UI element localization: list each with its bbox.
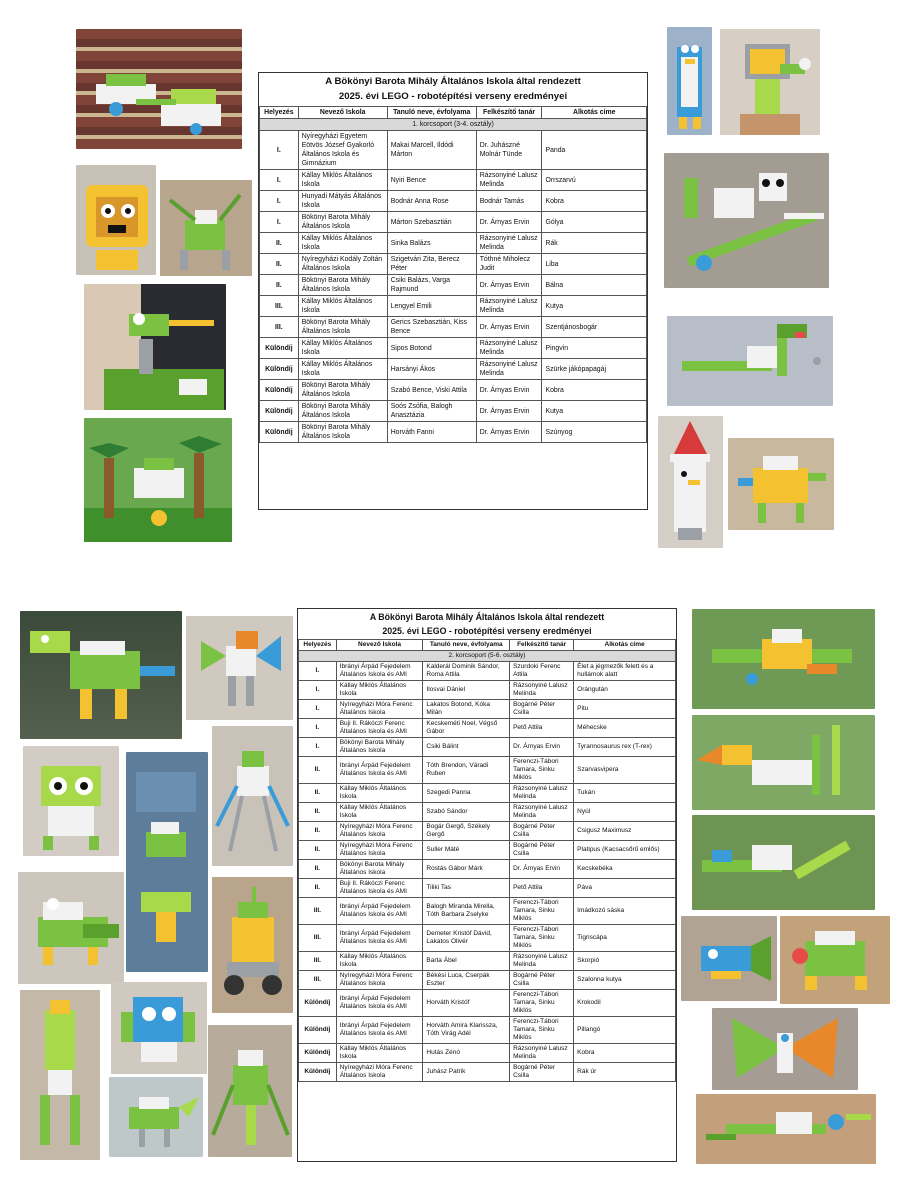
cell-placement: II.	[299, 822, 337, 841]
cell-teacher: Bogárné Péter Csilla	[510, 1063, 574, 1082]
cell-student: Csiki Bálint	[423, 738, 510, 757]
photo-lego-turtle	[780, 916, 890, 1004]
photo-lego-crab	[696, 1094, 876, 1164]
cell-placement: III.	[299, 925, 337, 952]
table-row	[260, 380, 647, 401]
cell-placement: I.	[299, 719, 337, 738]
cell-placement: Különdíj	[260, 422, 299, 443]
header-teacher: Felkészítő tanár	[510, 640, 574, 651]
cell-work-title: Liba	[542, 254, 647, 275]
cell-placement: I.	[260, 191, 299, 212]
cell-school: Kállay Miklós Általános Iskola	[298, 359, 387, 380]
header-work-title: Alkotás címe	[542, 107, 647, 119]
cell-work-title: Gólya	[542, 212, 647, 233]
results-table-group-2	[297, 608, 677, 1162]
cell-school: Kállay Miklós Általános Iskola	[336, 952, 423, 971]
cell-teacher: Rázsonyiné Lalusz Melinda	[510, 784, 574, 803]
table-row	[260, 338, 647, 359]
cell-placement: III.	[260, 296, 299, 317]
cell-student: Békési Luca, Cserpák Eszter	[423, 971, 510, 990]
cell-work-title: Pillangó	[574, 1017, 676, 1044]
table-row	[299, 925, 676, 952]
cell-work-title: Kobra	[542, 380, 647, 401]
cell-school: Bökönyi Barota Mihály Általános Iskola	[298, 401, 387, 422]
table-row	[299, 1044, 676, 1063]
cell-placement: II.	[299, 860, 337, 879]
cell-teacher: Dr. Árnyas Ervin	[476, 275, 542, 296]
cell-student: Szabó Sándor	[423, 803, 510, 822]
results-table-group-1	[258, 72, 648, 510]
cell-placement: III.	[260, 317, 299, 338]
cell-teacher: Dr. Árnyas Ervin	[510, 860, 574, 879]
table-row	[299, 952, 676, 971]
cell-student: Ilosvai Dániel	[423, 681, 510, 700]
cell-teacher: Ferenczi-Tábori Tamara, Sinku Miklós	[510, 1017, 574, 1044]
photo-lego-penguin	[667, 27, 712, 135]
cell-work-title: Nyúl	[574, 803, 676, 822]
cell-placement: I.	[299, 700, 337, 719]
photo-lego-fish	[681, 916, 777, 1001]
cell-work-title: Élet a jégmezők felett és a hullámok alatt	[574, 662, 676, 681]
cell-teacher: Dr. Árnyas Ervin	[476, 212, 542, 233]
cell-teacher: Bogárné Péter Csilla	[510, 841, 574, 860]
cell-school: Nyíregyházi Egyetem Eötvös József Gyakorló Általános Iskola és Gimnázium	[298, 131, 387, 170]
cell-school: Bökönyi Barota Mihály Általános Iskola	[298, 380, 387, 401]
cell-work-title: Szalonna kutya	[574, 971, 676, 990]
photo-lego-dragon-held	[20, 611, 182, 739]
cell-teacher: Bodnár Tamás	[476, 191, 542, 212]
cell-work-title: Szúnyog	[542, 422, 647, 443]
photo-lego-snake-viper	[692, 815, 875, 910]
photo-lego-green-insect	[160, 180, 252, 276]
table-row	[260, 317, 647, 338]
cell-school: Bökönyi Barota Mihály Általános Iskola	[298, 275, 387, 296]
photo-lego-parrot-in-hand	[720, 29, 820, 135]
cell-teacher: Ferenczi-Tábori Tamara, Sinku Miklós	[510, 757, 574, 784]
photo-lego-tall-robot	[20, 990, 100, 1160]
cell-work-title: Imádkozó sáska	[574, 898, 676, 925]
cell-school: Ibrányi Árpád Fejedelem Általános Iskola és AMI	[336, 1017, 423, 1044]
cell-placement: II.	[299, 879, 337, 898]
photo-lego-airplane-bird	[692, 609, 875, 709]
photo-lego-christmas-figure	[658, 416, 723, 548]
cell-work-title: Bálna	[542, 275, 647, 296]
cell-teacher: Dr. Árnyas Ervin	[476, 401, 542, 422]
cell-teacher: Ferenczi-Tábori Tamara, Sinku Miklós	[510, 898, 574, 925]
cell-student: Csiki Balázs, Varga Rajmund	[387, 275, 476, 296]
table-row	[299, 990, 676, 1017]
cell-teacher: Rázsonyiné Lalusz Melinda	[476, 296, 542, 317]
cell-school: Bökönyi Barota Mihály Általános Iskola	[298, 317, 387, 338]
cell-placement: Különdíj	[260, 401, 299, 422]
photo-lego-green-bird	[109, 1077, 203, 1157]
cell-school: Ibrányi Árpád Fejedelem Általános Iskola és AMI	[336, 662, 423, 681]
cell-work-title: Orrszarvú	[542, 170, 647, 191]
cell-student: Gerics Szebasztián, Kiss Bence	[387, 317, 476, 338]
table-row	[260, 401, 647, 422]
cell-student: Sinka Balázs	[387, 233, 476, 254]
cell-school: Ibrányi Árpád Fejedelem Általános Iskola és AMI	[336, 990, 423, 1017]
cell-placement: III.	[299, 952, 337, 971]
cell-teacher: Szurdoki Ferenc Attila	[510, 662, 574, 681]
photo-lego-panda-robot	[664, 153, 829, 288]
cell-work-title: Tyrannosaurus rex (T-rex)	[574, 738, 676, 757]
cell-placement: Különdíj	[299, 990, 337, 1017]
photo-lego-bird-held-by-child	[84, 284, 226, 410]
cell-student: Horváth Fanni	[387, 422, 476, 443]
cell-student: Kalderál Dominik Sándor, Roma Attila	[423, 662, 510, 681]
cell-teacher: Rázsonyiné Lalusz Melinda	[476, 170, 542, 191]
cell-placement: III.	[299, 971, 337, 990]
photo-lego-toucan	[692, 715, 875, 810]
cell-work-title: Szentjánosbogár	[542, 317, 647, 338]
cell-work-title: Orángután	[574, 681, 676, 700]
cell-placement: Különdíj	[299, 1044, 337, 1063]
header-student: Tanuló neve, évfolyama	[423, 640, 510, 651]
cell-work-title: Méhecske	[574, 719, 676, 738]
table-row	[299, 803, 676, 822]
cell-student: Harsányi Ákos	[387, 359, 476, 380]
header-student: Tanuló neve, évfolyama	[387, 107, 476, 119]
cell-work-title: Krokodil	[574, 990, 676, 1017]
cell-school: Nyíregyházi Kodály Zoltán Általános Iskola	[298, 254, 387, 275]
cell-work-title: Kutya	[542, 401, 647, 422]
cell-school: Nyíregyházi Móra Ferenc Általános Iskola	[336, 971, 423, 990]
cell-school: Hunyadi Mátyás Általános Iskola	[298, 191, 387, 212]
table-row	[260, 359, 647, 380]
table-row	[299, 971, 676, 990]
cell-student: Tiliki Tas	[423, 879, 510, 898]
cell-placement: Különdíj	[299, 1063, 337, 1082]
cell-student: Márton Szebasztián	[387, 212, 476, 233]
cell-school: Kállay Miklós Általános Iskola	[336, 803, 423, 822]
cell-student: Soós Zsófia, Balogh Anasztázia	[387, 401, 476, 422]
cell-school: Ibrányi Árpád Fejedelem Általános Iskola és AMI	[336, 757, 423, 784]
cell-teacher: Rázsonyiné Lalusz Melinda	[476, 359, 542, 380]
age-group-label: 2. korcsoport (5-6. osztály)	[299, 651, 676, 662]
cell-placement: I.	[299, 681, 337, 700]
cell-teacher: Rázsonyiné Lalusz Melinda	[510, 1044, 574, 1063]
photo-lego-lion-head	[76, 165, 156, 275]
cell-placement: I.	[260, 212, 299, 233]
cell-school: Nyíregyházi Móra Ferenc Általános Iskola	[336, 700, 423, 719]
cell-work-title: Csigusz Maximusz	[574, 822, 676, 841]
cell-school: Kállay Miklós Általános Iskola	[336, 1044, 423, 1063]
cell-school: Nyíregyházi Móra Ferenc Általános Iskola	[336, 841, 423, 860]
cell-teacher: Dr. Árnyas Ervin	[476, 317, 542, 338]
age-group-label: 1. korcsoport (3-4. osztály)	[260, 119, 647, 131]
photo-lego-insect-walker	[208, 1025, 292, 1157]
cell-school: Bökönyi Barota Mihály Általános Iskola	[298, 212, 387, 233]
cell-placement: I.	[299, 662, 337, 681]
cell-school: Ibrányi Árpád Fejedelem Általános Iskola és AMI	[336, 925, 423, 952]
cell-teacher: Bogárné Péter Csilla	[510, 700, 574, 719]
header-placement: Helyezés	[260, 107, 299, 119]
cell-school: Buji II. Rákóczi Ferenc Általános Iskola és AMI	[336, 879, 423, 898]
photo-lego-sloth	[111, 982, 207, 1074]
cell-school: Bökönyi Barota Mihály Általános Iskola	[336, 860, 423, 879]
cell-work-title: Tigriscápa	[574, 925, 676, 952]
table-body	[299, 662, 676, 1082]
cell-teacher: Dr. Juhászné Molnár Tünde	[476, 131, 542, 170]
photo-lego-scene-blue-table	[126, 752, 208, 972]
table-row	[299, 757, 676, 784]
cell-placement: Különdíj	[299, 1017, 337, 1044]
cell-teacher: Ferenczi-Tábori Tamara, Sinku Miklós	[510, 990, 574, 1017]
photo-lego-robot-face	[23, 746, 119, 856]
cell-teacher: Bogárné Péter Csilla	[510, 971, 574, 990]
photo-lego-wheeled-robot	[212, 877, 293, 1013]
cell-school: Kállay Miklós Általános Iskola	[298, 170, 387, 191]
cell-student: Nyiri Bence	[387, 170, 476, 191]
table-title-line1: A Bökönyi Barota Mihály Általános Iskola által rendezett	[325, 76, 581, 87]
table-row	[299, 841, 676, 860]
cell-student: Demeter Kristóf Dávid, Lakatos Olivér	[423, 925, 510, 952]
cell-school: Kállay Miklós Általános Iskola	[298, 233, 387, 254]
photo-lego-palm-scene	[84, 418, 232, 542]
cell-work-title: Kobra	[574, 1044, 676, 1063]
photo-lego-crocodile	[18, 872, 124, 984]
cell-student: Sipos Botond	[387, 338, 476, 359]
cell-placement: Különdíj	[260, 380, 299, 401]
photo-lego-yellow-creature	[728, 438, 834, 530]
cell-student: Lakatos Botond, Kóka Milán	[423, 700, 510, 719]
table-row	[260, 422, 647, 443]
table-title-line2: 2025. évi LEGO - robotépítési verseny eredményei	[338, 91, 568, 102]
cell-teacher: Rázsonyiné Lalusz Melinda	[476, 233, 542, 254]
cell-work-title: Panda	[542, 131, 647, 170]
table-row	[299, 700, 676, 719]
cell-school: Kállay Miklós Általános Iskola	[298, 296, 387, 317]
table-row	[299, 860, 676, 879]
cell-school: Kállay Miklós Általános Iskola	[298, 338, 387, 359]
cell-placement: I.	[299, 738, 337, 757]
table-row	[299, 879, 676, 898]
cell-placement: II.	[299, 757, 337, 784]
cell-placement: II.	[299, 803, 337, 822]
cell-placement: I.	[260, 170, 299, 191]
photo-lego-snake	[667, 316, 833, 406]
cell-teacher: Rázsonyiné Lalusz Melinda	[476, 338, 542, 359]
cell-student: Szigetvári Zita, Berecz Péter	[387, 254, 476, 275]
cell-teacher: Dr. Árnyas Ervin	[510, 738, 574, 757]
cell-work-title: Páva	[574, 879, 676, 898]
cell-student: Balogh Miranda Mirella, Tóth Barbara Zselyke	[423, 898, 510, 925]
cell-work-title: Rák úr	[574, 1063, 676, 1082]
table-title-line2: 2025. évi LEGO - robotépítési verseny eredményei	[382, 626, 592, 636]
cell-student: Tóth Brendon, Váradi Ruben	[423, 757, 510, 784]
header-placement: Helyezés	[299, 640, 337, 651]
cell-teacher: Pető Attila	[510, 719, 574, 738]
table-row	[299, 719, 676, 738]
cell-student: Bodnár Anna Rose	[387, 191, 476, 212]
header-work-title: Alkotás címe	[574, 640, 676, 651]
cell-student: Kecskeméti Noel, Végső Gábor	[423, 719, 510, 738]
cell-work-title: Tukán	[574, 784, 676, 803]
table-row	[299, 1017, 676, 1044]
cell-school: Bökönyi Barota Mihály Általános Iskola	[298, 422, 387, 443]
cell-placement: Különdíj	[260, 359, 299, 380]
photo-lego-butterfly	[712, 1008, 858, 1090]
table-row	[260, 191, 647, 212]
table-row	[299, 898, 676, 925]
table-row	[299, 784, 676, 803]
photo-lego-robot-on-checkered-cloth	[76, 29, 242, 149]
cell-student: Horváth Kristóf	[423, 990, 510, 1017]
photo-lego-spider-robot	[212, 726, 293, 866]
cell-work-title: Platipus (Kacsacsőrű emlős)	[574, 841, 676, 860]
table-row	[260, 233, 647, 254]
cell-teacher: Rázsonyiné Lalusz Melinda	[510, 952, 574, 971]
table-row	[260, 170, 647, 191]
cell-teacher: Pető Attila	[510, 879, 574, 898]
cell-work-title: Kutya	[542, 296, 647, 317]
cell-placement: II.	[260, 275, 299, 296]
cell-work-title: Szürke jákópapagáj	[542, 359, 647, 380]
cell-work-title: Rák	[542, 233, 647, 254]
photo-lego-bird-on-stand	[186, 616, 293, 720]
cell-placement: III.	[299, 898, 337, 925]
cell-work-title: Szarvasvipera	[574, 757, 676, 784]
table-row	[299, 681, 676, 700]
cell-teacher: Rázsonyiné Lalusz Melinda	[510, 803, 574, 822]
header-teacher: Felkészítő tanár	[476, 107, 542, 119]
cell-student: Horváth Amira Klarissza, Tóth Virág Adél	[423, 1017, 510, 1044]
table-row	[260, 254, 647, 275]
cell-student: Bogár Gergő, Székely Gergő	[423, 822, 510, 841]
cell-student: Szegedi Panna	[423, 784, 510, 803]
table-row	[299, 738, 676, 757]
table-row	[260, 131, 647, 170]
cell-school: Kállay Miklós Általános Iskola	[336, 681, 423, 700]
cell-teacher: Ferenczi-Tábori Tamara, Sinku Miklós	[510, 925, 574, 952]
cell-work-title: Pitu	[574, 700, 676, 719]
cell-work-title: Kecskebéka	[574, 860, 676, 879]
cell-placement: II.	[260, 233, 299, 254]
cell-teacher: Bogárné Péter Csilla	[510, 822, 574, 841]
table-row	[299, 1063, 676, 1082]
table-row	[260, 296, 647, 317]
cell-placement: II.	[260, 254, 299, 275]
cell-teacher: Dr. Árnyas Ervin	[476, 380, 542, 401]
table-row	[299, 822, 676, 841]
cell-work-title: Skorpió	[574, 952, 676, 971]
cell-student: Hutás Zénó	[423, 1044, 510, 1063]
cell-student: Szabó Bence, Viski Attila	[387, 380, 476, 401]
cell-teacher: Tóthné Miholecz Judit	[476, 254, 542, 275]
table-row	[260, 212, 647, 233]
cell-work-title: Pingvin	[542, 338, 647, 359]
cell-school: Nyíregyházi Móra Ferenc Általános Iskola	[336, 822, 423, 841]
cell-placement: II.	[299, 841, 337, 860]
cell-student: Lengyel Emili	[387, 296, 476, 317]
cell-work-title: Kobra	[542, 191, 647, 212]
cell-student: Suller Máté	[423, 841, 510, 860]
cell-placement: II.	[299, 784, 337, 803]
cell-school: Ibrányi Árpád Fejedelem Általános Iskola és AMI	[336, 898, 423, 925]
cell-student: Juhász Patrik	[423, 1063, 510, 1082]
header-school: Nevező Iskola	[336, 640, 423, 651]
table-row	[299, 662, 676, 681]
cell-teacher: Dr. Árnyas Ervin	[476, 422, 542, 443]
cell-student: Barta Ábel	[423, 952, 510, 971]
cell-student: Rostás Gábor Márk	[423, 860, 510, 879]
cell-school: Kállay Miklós Általános Iskola	[336, 784, 423, 803]
header-school: Nevező Iskola	[298, 107, 387, 119]
table-row	[260, 275, 647, 296]
cell-school: Nyíregyházi Móra Ferenc Általános Iskola	[336, 1063, 423, 1082]
cell-placement: Különdíj	[260, 338, 299, 359]
cell-teacher: Rázsonyiné Lalusz Melinda	[510, 681, 574, 700]
table-body	[260, 131, 647, 443]
cell-placement: I.	[260, 131, 299, 170]
cell-school: Bökönyi Barota Mihály Általános Iskola	[336, 738, 423, 757]
cell-student: Makai Marcell, Ildódi Márton	[387, 131, 476, 170]
cell-school: Buji II. Rákóczi Ferenc Általános Iskola és AMI	[336, 719, 423, 738]
table-title-line1: A Bökönyi Barota Mihály Általános Iskola által rendezett	[369, 612, 605, 622]
